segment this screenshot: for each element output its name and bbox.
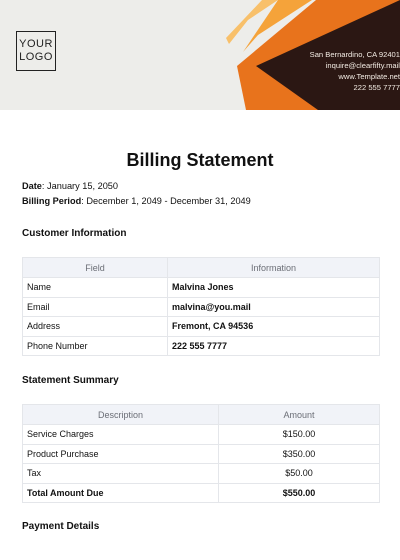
description-cell: Service Charges [23, 425, 219, 445]
total-label-cell: Total Amount Due [23, 483, 219, 503]
customer-info-table [22, 257, 380, 356]
statement-summary-table [22, 404, 380, 503]
date-value: : January 15, 2050 [41, 181, 119, 191]
contact-phone: 222 555 7777 [353, 83, 400, 92]
date-label: Date [22, 181, 42, 191]
total-row [23, 483, 380, 503]
contact-email: inquire@clearfifty.mail [325, 61, 400, 70]
billing-period [22, 196, 251, 206]
company-contact [280, 49, 400, 93]
document-title: Billing Statement [126, 150, 274, 170]
table-row [23, 278, 380, 298]
contact-address: San Bernardino, CA 92401 [309, 50, 400, 59]
info-cell: Fremont, CA 94536 [168, 317, 380, 337]
period-value: : December 1, 2049 - December 31, 2049 [81, 196, 251, 206]
customer-section-heading: Customer Information [22, 228, 127, 239]
amount-cell: $350.00 [219, 444, 380, 464]
payment-section-heading: Payment Details [22, 521, 100, 532]
field-cell: Phone Number [23, 336, 168, 356]
info-cell: Malvina Jones [168, 278, 380, 298]
total-amount-cell: $550.00 [219, 483, 380, 503]
column-header-field: Field [23, 258, 168, 278]
field-cell: Name [23, 278, 168, 298]
column-header-information: Information [168, 258, 380, 278]
description-cell: Product Purchase [23, 444, 219, 464]
contact-website: www.Template.net [338, 72, 400, 81]
table-row [23, 444, 380, 464]
table-header-row [23, 405, 380, 425]
document-header [0, 0, 400, 110]
description-cell: Tax [23, 464, 219, 484]
field-cell: Email [23, 297, 168, 317]
table-row [23, 297, 380, 317]
table-row [23, 317, 380, 337]
statement-date [22, 181, 118, 191]
table-row [23, 336, 380, 356]
period-label: Billing Period [22, 196, 82, 206]
company-logo [16, 31, 56, 71]
field-cell: Address [23, 317, 168, 337]
column-header-description: Description [23, 405, 219, 425]
amount-cell: $150.00 [219, 425, 380, 445]
logo-text-top: YOUR [19, 38, 53, 50]
logo-text-bottom: LOGO [19, 51, 53, 63]
table-row [23, 425, 380, 445]
info-cell: 222 555 7777 [168, 336, 380, 356]
info-cell: malvina@you.mail [168, 297, 380, 317]
amount-cell: $50.00 [219, 464, 380, 484]
column-header-amount: Amount [219, 405, 380, 425]
table-header-row [23, 258, 380, 278]
table-row [23, 464, 380, 484]
summary-section-heading: Statement Summary [22, 375, 119, 386]
